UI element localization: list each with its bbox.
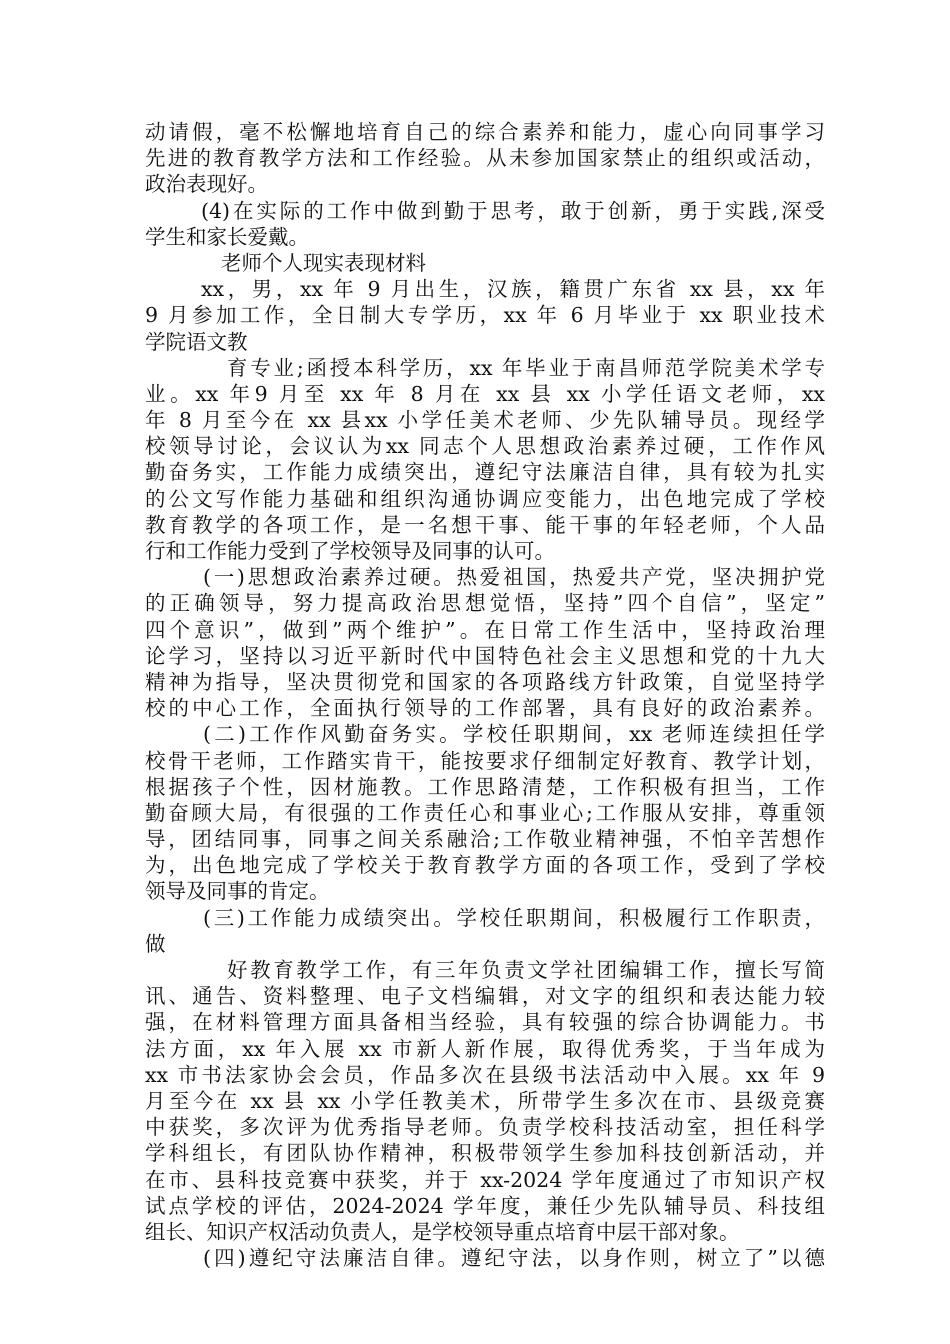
text-line: xx 市书法家协会会员，作品多次在县级书法活动中入展。xx 年 9 (145, 1062, 825, 1087)
text-line: 9 月参加工作，全日制大专学历，xx 年 6 月毕业于 xx 职业技术 (145, 303, 825, 328)
text-line: (一)思想政治素养过硬。热爱祖国，热爱共产党，坚决拥护党 (203, 565, 825, 590)
document-body (145, 119, 825, 1271)
text-line: 论学习，坚持以习近平新时代中国特色社会主义思想和党的十九大 (145, 643, 825, 668)
text-line: 学生和家长爱戴。 (145, 224, 309, 249)
text-line: 育专业;函授本科学历，xx 年毕业于南昌师范学院美术学专 (227, 355, 825, 380)
text-line: (4)在实际的工作中做到勤于思考，敢于创新，勇于实践,深受 (201, 198, 825, 223)
text-line: 业。xx 年9 月至 xx 年 8 月在 xx 县 xx 小学任语文老师，xx (145, 381, 825, 406)
text-line: 中获奖，多次评为优秀指导老师。负责学校科技活动室，担任科学 (145, 1115, 825, 1140)
text-line: 做 (145, 931, 166, 956)
section-title: 老师个人现实表现材料 (221, 250, 426, 275)
text-line: 试点学校的评估，2024-2024 学年度，兼任少先队辅导员、科技组 (145, 1193, 825, 1218)
text-line: 强，在材料管理方面具备相当经验，具有较强的综合协调能力。书 (145, 1010, 825, 1035)
text-line: 好教育教学工作，有三年负责文学社团编辑工作，擅长写简 (227, 958, 825, 982)
text-line: 校骨干老师，工作踏实肯干，能按要求仔细制定好教育、教学计划， (145, 748, 825, 773)
text-line: 根据孩子个性，因材施教。工作思路清楚，工作积极有担当，工作 (145, 774, 825, 799)
text-line: 勤奋务实，工作能力成绩突出，遵纪守法廉洁自律，具有较为扎实 (145, 460, 825, 485)
text-line: 勤奋顾大局，有很强的工作责任心和事业心;工作服从安排，尊重领 (145, 800, 825, 825)
text-line: 的正确领导，努力提高政治思想觉悟，坚持”四个自信”，坚定” (145, 591, 825, 616)
text-line: 先进的教育教学方法和工作经验。从未参加国家禁止的组织或活动， (145, 146, 825, 171)
text-line: 动请假，毫不松懈地培育自己的综合素养和能力，虚心向同事学习 (145, 120, 825, 144)
text-line: 校的中心工作，全面执行领导的工作部署，具有良好的政治素养。 (145, 696, 825, 721)
text-line: 校领导讨论，会议认为xx 同志个人思想政治素养过硬，工作作风 (145, 434, 825, 459)
text-line: 法方面，xx 年入展 xx 市新人新作展，取得优秀奖，于当年成为 (145, 1036, 825, 1061)
text-line: 教育教学的各项工作，是一名想干事、能干事的年轻老师，个人品 (145, 512, 825, 537)
text-line: 政治表现好。 (145, 172, 268, 197)
text-line: 精神为指导，坚决贯彻党和国家的各项路线方针政策，自觉坚持学 (145, 669, 825, 694)
text-line: 讯、通告、资料整理、电子文档编辑，对文字的组织和表达能力较 (145, 984, 825, 1009)
text-line: (三)工作能力成绩突出。学校任职期间，积极履行工作职责， (203, 905, 825, 930)
text-line: 导，团结同事，同事之间关系融洽;工作敬业精神强，不怕辛苦想作 (145, 827, 825, 852)
text-line: 组长、知识产权活动负责人，是学校领导重点培育中层干部对象。 (145, 1219, 740, 1244)
text-line: xx，男，xx 年 9 月出生，汉族，籍贯广东省 xx 县，xx 年 (201, 277, 825, 302)
text-line: 为，出色地完成了学校关于教育教学方面的各项工作，受到了学校 (145, 853, 825, 878)
text-line: 学院语文教 (145, 329, 248, 354)
text-line: 月至今在 xx 县 xx 小学任教美术，所带学生多次在市、县级竞赛 (145, 1088, 825, 1113)
text-line: 的公文写作能力基础和组织沟通协调应变能力，出色地完成了学校 (145, 486, 825, 511)
text-line: 行和工作能力受到了学校领导及同事的认可。 (145, 539, 555, 563)
text-line: (四)遵纪守法廉洁自律。遵纪守法，以身作则，树立了”以德 (203, 1246, 825, 1271)
text-line: 学科组长，有团队协作精神，积极带领学生参加科技创新活动，并 (145, 1141, 825, 1166)
text-line: (二)工作作风勤奋务实。学校任职期间，xx 老师连续担任学 (203, 722, 825, 747)
text-line: 四个意识”，做到”两个维护”。在日常工作生活中，坚持政治理 (145, 617, 825, 642)
text-line: 年 8 月至今在 xx 县xx 小学任美术老师、少先队辅导员。现经学 (145, 408, 825, 433)
text-line: 领导及同事的肯定。 (145, 879, 330, 904)
text-line: 在市、县科技竞赛中获奖，并于 xx-2024 学年度通过了市知识产权 (145, 1167, 825, 1192)
